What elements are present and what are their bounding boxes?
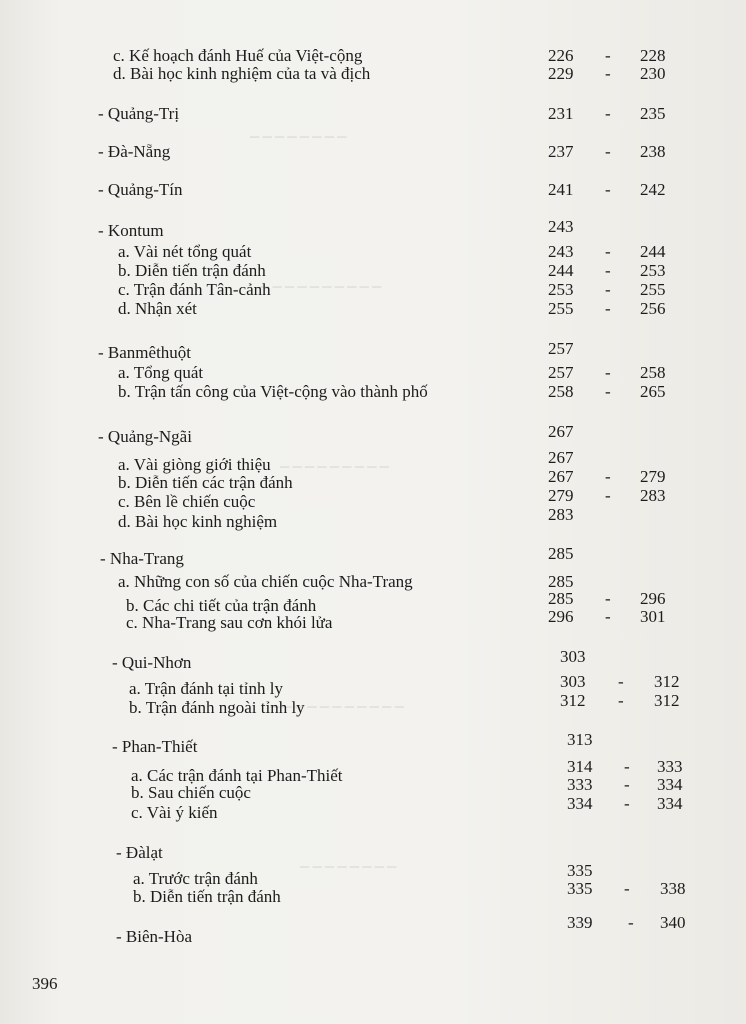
- page-end: 265: [640, 382, 666, 401]
- range-dash: -: [605, 363, 611, 382]
- section-title: - Kontum: [98, 221, 164, 240]
- entry-title: c. Vài ý kiến: [131, 803, 218, 822]
- section-title: - Phan-Thiết: [112, 737, 198, 756]
- page-start: 303: [560, 672, 586, 691]
- range-dash: -: [624, 794, 630, 813]
- range-dash: -: [624, 757, 630, 776]
- range-dash: -: [605, 382, 611, 401]
- page-end: 312: [654, 691, 680, 710]
- page-start: 285: [548, 589, 574, 608]
- page-start: 255: [548, 299, 574, 318]
- page-start: 241: [548, 180, 574, 199]
- entry-title: a. Vài giòng giới thiệu: [118, 455, 271, 474]
- entry-title: a. Vài nét tổng quát: [118, 242, 252, 261]
- range-dash: -: [618, 672, 624, 691]
- section-title: - Nha-Trang: [100, 549, 184, 568]
- page-start: 283: [548, 505, 574, 524]
- page-end: 312: [654, 672, 680, 691]
- page-end: 283: [640, 486, 666, 505]
- page-end: 230: [640, 64, 666, 83]
- page-start: 267: [548, 467, 574, 486]
- entry-title: b. Diễn tiến các trận đánh: [118, 473, 293, 492]
- page-start: 285: [548, 572, 574, 591]
- range-dash: -: [605, 589, 611, 608]
- page-start: 314: [567, 757, 593, 776]
- page-end: 258: [640, 363, 666, 382]
- page-start: 335: [567, 879, 593, 898]
- entry-title: a. Tổng quát: [118, 363, 204, 382]
- entry-title: a. Trận đánh tại tỉnh ly: [129, 679, 283, 698]
- entry-title: b. Các chi tiết của trận đánh: [126, 596, 317, 615]
- show-through-text: ─ ─ ─ ─ ─ ─ ─ ─ ─: [280, 459, 389, 474]
- page-end: 340: [660, 913, 686, 932]
- range-dash: -: [605, 299, 611, 318]
- page-start: 279: [548, 486, 574, 505]
- page-end: 235: [640, 104, 666, 123]
- section-title: - Quảng-Tín: [98, 180, 183, 199]
- page-start: 285: [548, 544, 574, 563]
- range-dash: -: [605, 64, 611, 83]
- range-dash: -: [605, 467, 611, 486]
- section-title: - Đà-Nẵng: [98, 142, 171, 161]
- page-start: 257: [548, 363, 574, 382]
- page-start: 333: [567, 775, 593, 794]
- entry-title: a. Các trận đánh tại Phan-Thiết: [131, 766, 343, 785]
- entry-title: b. Sau chiến cuộc: [131, 783, 251, 802]
- page-start: 267: [548, 448, 574, 467]
- show-through-text: ─ ─ ─ ─ ─ ─ ─ ─ ─ ─: [260, 279, 382, 294]
- page-end: 334: [657, 775, 683, 794]
- page-start: 335: [567, 861, 593, 880]
- section-title: - Quảng-Ngãi: [98, 427, 192, 446]
- range-dash: -: [605, 142, 611, 161]
- page-start: 313: [567, 730, 593, 749]
- show-through-text: ─ ─ ─ ─ ─ ─ ─ ─: [250, 129, 347, 144]
- entry-title: c. Bên lề chiến cuộc: [118, 492, 256, 511]
- page-end: 256: [640, 299, 666, 318]
- range-dash: -: [605, 261, 611, 280]
- entry-title: a. Trước trận đánh: [133, 869, 258, 888]
- show-through-text: ─ ─ ─ ─ ─ ─ ─ ─: [300, 859, 397, 874]
- page-end: 333: [657, 757, 683, 776]
- page-start: 243: [548, 242, 574, 261]
- page-start: 231: [548, 104, 574, 123]
- entry-title: b. Diễn tiến trận đánh: [133, 887, 281, 906]
- entry-title: b. Diễn tiến trận đánh: [118, 261, 266, 280]
- section-title: - Qui-Nhơn: [112, 653, 192, 672]
- range-dash: -: [605, 104, 611, 123]
- page-start: 296: [548, 607, 574, 626]
- page-end: 228: [640, 46, 666, 65]
- entry-title: a. Những con số của chiến cuộc Nha-Trang: [118, 572, 413, 591]
- page-start: 253: [548, 280, 574, 299]
- page-end: 242: [640, 180, 666, 199]
- page-number: 396: [32, 974, 58, 993]
- page-start: 334: [567, 794, 593, 813]
- page-start: 226: [548, 46, 574, 65]
- entry-title: c. Trận đánh Tân-cảnh: [118, 280, 271, 299]
- entry-title: b. Trận tấn công của Việt-cộng vào thành phố: [118, 382, 428, 401]
- range-dash: -: [605, 46, 611, 65]
- page-start: 237: [548, 142, 574, 161]
- page-start: 303: [560, 647, 586, 666]
- page-start: 258: [548, 382, 574, 401]
- entry-title: d. Bài học kinh nghiệm của ta và địch: [113, 64, 371, 83]
- page-end: 296: [640, 589, 666, 608]
- page-end: 238: [640, 142, 666, 161]
- range-dash: -: [605, 242, 611, 261]
- range-dash: -: [605, 607, 611, 626]
- range-dash: -: [605, 280, 611, 299]
- page-end: 334: [657, 794, 683, 813]
- section-title: - Đàlạt: [116, 843, 163, 862]
- range-dash: -: [618, 691, 624, 710]
- range-dash: -: [624, 879, 630, 898]
- section-title: - Biên-Hòa: [116, 927, 193, 946]
- page-end: 255: [640, 280, 666, 299]
- page-end: 253: [640, 261, 666, 280]
- page-end: 338: [660, 879, 686, 898]
- range-dash: -: [605, 180, 611, 199]
- entry-title: c. Kế hoạch đánh Huế của Việt-cộng: [113, 46, 363, 65]
- page-start: 243: [548, 217, 574, 236]
- page-start: 257: [548, 339, 574, 358]
- range-dash: -: [605, 486, 611, 505]
- entry-title: d. Nhận xét: [118, 299, 197, 318]
- page-start: 229: [548, 64, 574, 83]
- range-dash: -: [624, 775, 630, 794]
- entry-title: b. Trận đánh ngoài tỉnh ly: [129, 698, 305, 717]
- page-start: 339: [567, 913, 593, 932]
- entry-title: c. Nha-Trang sau cơn khói lửa: [126, 613, 333, 632]
- page-end: 279: [640, 467, 666, 486]
- page-start: 312: [560, 691, 586, 710]
- page-start: 267: [548, 422, 574, 441]
- section-title: - Banmêthuột: [98, 343, 192, 362]
- page-end: 301: [640, 607, 666, 626]
- page-end: 244: [640, 242, 666, 261]
- section-title: - Quảng-Trị: [98, 104, 180, 123]
- page-start: 244: [548, 261, 574, 280]
- show-through-text: ─ ─ ─ ─ ─ ─ ─ ─ ─ ─ ─: [270, 699, 404, 714]
- range-dash: -: [628, 913, 634, 932]
- entry-title: d. Bài học kinh nghiệm: [118, 512, 278, 531]
